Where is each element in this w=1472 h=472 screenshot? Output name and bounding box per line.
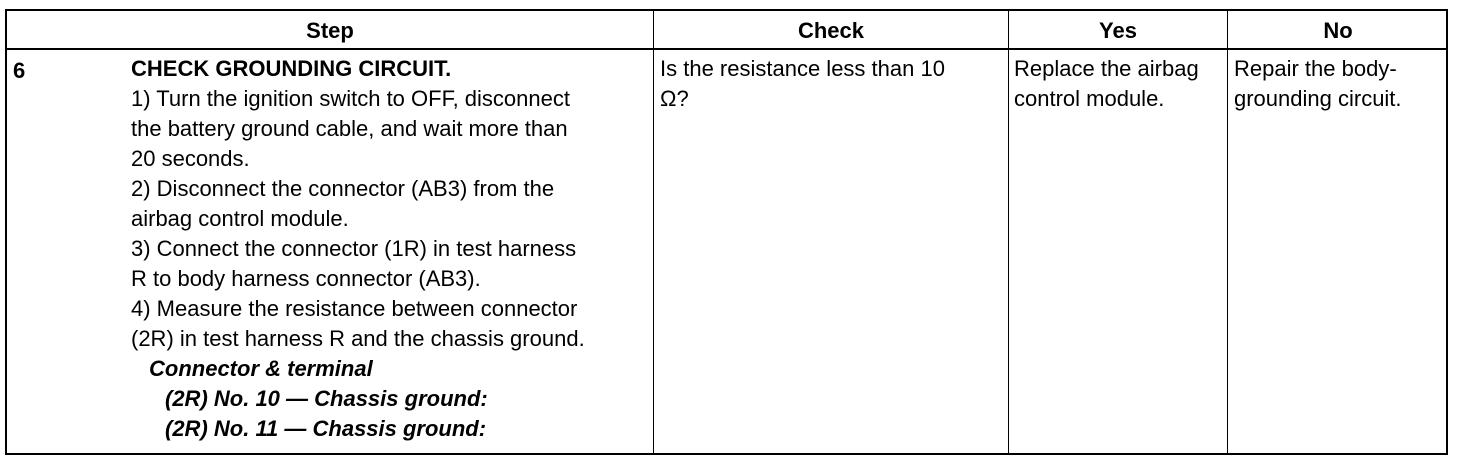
header-step: Step [306,18,354,43]
header-yes: Yes [1099,18,1137,43]
check-cell [660,54,1005,114]
step-number: 6 [13,58,26,83]
header-no: No [1323,18,1353,43]
step-cell [131,54,651,444]
spec-line: (2R) No. 10 — Chassis ground: [165,386,488,411]
step-line: 4) Measure the resistance between connector [131,296,578,321]
no-cell [1234,54,1446,114]
column-divider [653,11,654,453]
column-divider [1227,11,1228,453]
step-line: (2R) in test harness R and the chassis ground. [131,326,585,351]
step-line: R to body harness connector (AB3). [131,266,481,291]
column-divider [1008,11,1009,453]
check-line: Ω? [660,86,689,111]
step-line: 1) Turn the ignition switch to OFF, disconnect [131,86,570,111]
check-line: Is the resistance less than 10 [660,56,945,81]
step-line: 3) Connect the connector (1R) in test harness [131,236,577,261]
no-line: grounding circuit. [1234,86,1402,111]
no-line: Repair the body- [1234,56,1397,81]
yes-cell [1014,54,1226,114]
step-line: 2) Disconnect the connector (AB3) from the [131,176,555,201]
step-title: CHECK GROUNDING CIRCUIT. [131,56,452,81]
spec-heading: Connector & terminal [149,356,373,381]
yes-line: Replace the airbag [1014,56,1199,81]
step-line: airbag control module. [131,206,349,231]
step-line: the battery ground cable, and wait more than [131,116,568,141]
step-line: 20 seconds. [131,146,250,171]
header-check: Check [797,18,865,43]
spec-line: (2R) No. 11 — Chassis ground: [165,416,487,441]
yes-line: control module. [1014,86,1165,111]
diagnostic-table [5,9,1448,455]
